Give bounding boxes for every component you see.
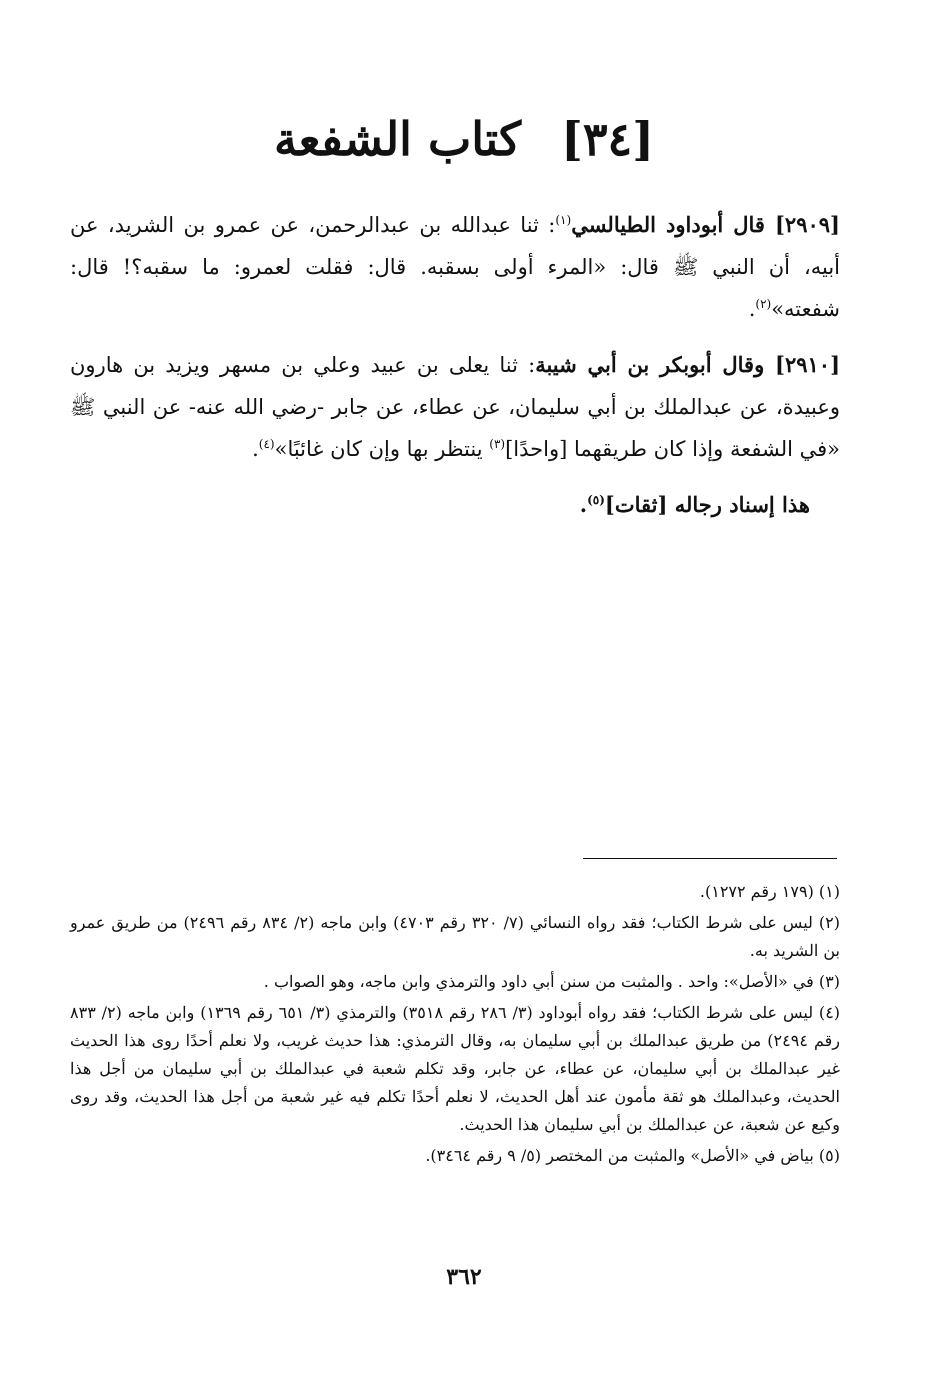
footnote-ref: (٤) [258, 437, 275, 451]
hadith-end: . [748, 297, 756, 321]
footnote-5: (٥) بياض في «الأصل» والمثبت من المختصر (٥/ ٩ رقم ٣٤٦٤). [425, 1146, 840, 1165]
page-number: ٣٦٢ [446, 1264, 482, 1290]
hadith-2909 [70, 204, 840, 330]
footnote-3: (٣) في «الأصل»: واحد . والمثبت من سنن أبي داود والترمذي وابن ماجه، وهو الصواب . [263, 972, 840, 991]
hadith-2910 [70, 344, 840, 470]
footnote-ref: (٢) [755, 297, 772, 311]
footnote-divider [583, 858, 837, 859]
chapter-number: [٣٤] [561, 112, 655, 166]
chapter-title: كتاب الشفعة [273, 112, 522, 166]
hadith-end: . [252, 437, 259, 461]
hadith-text: : ثنا عبدالله بن عبدالرحمن، عن عمرو بن الشريد، عن أبيه، أن النبي ﷺ قال: «المرء أولى بسقبه. قال: فقلت لعمرو: ما سقبه؟! قال: شفعته» [70, 213, 840, 321]
main-text [70, 204, 840, 540]
grading-end: . [579, 492, 588, 517]
footnote-ref: (٥) [587, 493, 605, 507]
hadith-lead: [٢٩١٠] وقال أبوبكر بن أبي شيبة [535, 352, 840, 377]
grading-text: هذا إسناد رجاله [ثقات] [604, 492, 810, 517]
footnote-4: (٤) ليس على شرط الكتاب؛ فقد رواه أبوداود (٣/ ٢٨٦ رقم ٣٥١٨) والترمذي (٣/ ٦٥١ رقم ١٣٦٩) وابن ماجه (٢/ ٨٣٣ رقم ٢٤٩٤) من طريق عبدالملك بن أبي سليمان به، وقال الترمذي: هذا حديث غريب، ولا نعلم أحدًا روى هذا الحديث غير عبدالملك بن أبي سليمان، عن عطاء، عن جابر، وقد تكلم شعبة في عبدالملك بن أبي سليمان من أجل هذا الحديث، وعبدالملك هو ثقة مأمون عند أهل الحديث، لا نعلم أحدًا تكلم فيه غير شعبة من أجل هذا الحديث، وقد روى وكيع عن شعبة، عن عبدالملك بن أبي سليمان هذا الحديث. [70, 1003, 841, 1134]
footnote-1: (١) (١٧٩ رقم ١٢٧٢). [699, 882, 840, 901]
hadith-text: : ثنا يعلى بن عبيد وعلي بن مسهر ويزيد بن هارون وعبيدة، عن عبدالملك بن أبي سليمان، عن عطاء، عن جابر -رضي الله عنه- عن النبي ﷺ «في الشفعة وإذا كان طريقهما [واحدًا] [70, 353, 840, 461]
isnad-grading [70, 484, 840, 526]
footnote-ref: (٣) [489, 437, 506, 451]
chapter-heading [0, 112, 928, 167]
footnote-2: (٢) ليس على شرط الكتاب؛ فقد رواه النسائي (٧/ ٣٢٠ رقم ٤٧٠٣) وابن ماجه (٢/ ٨٣٤ رقم ٢٤٩٦) من طريق عمرو بن الشريد به. [70, 913, 841, 960]
hadith-text-continued: ينتظر بها وإن كان غائبًا» [274, 437, 490, 461]
footnotes [70, 878, 840, 1173]
hadith-lead: [٢٩٠٩] قال أبوداود الطيالسي [571, 212, 840, 237]
footnote-ref: (١) [555, 213, 572, 227]
